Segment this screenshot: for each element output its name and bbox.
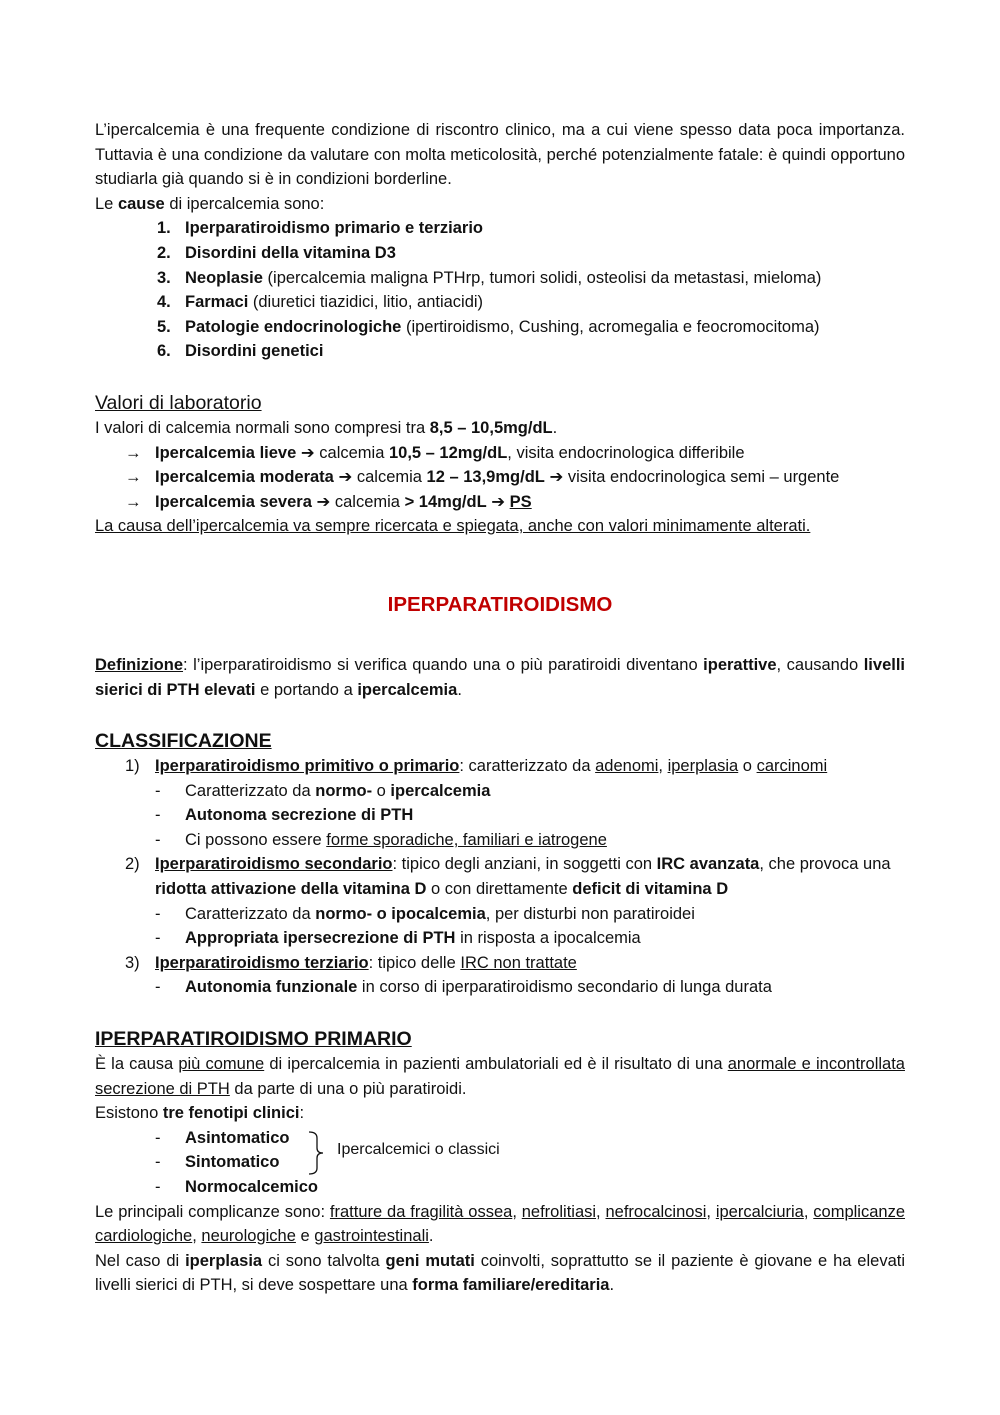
main-title: IPERPARATIROIDISMO (387, 592, 613, 616)
cause-item: 6. Disordini genetici (157, 342, 324, 361)
list-item: - Asintomatico (155, 1128, 290, 1147)
definition-paragraph: Definizione: l’iperparatiroidismo si verifica quando una o più paratiroidi diventano iperattive, causando livelli sierici di PTH elevati e portando a ipercalcemia. (95, 655, 905, 699)
arrow-right-icon: ➔ (300, 443, 315, 462)
list-item: - Ci possono essere forme sporadiche, familiari e iatrogene (155, 830, 607, 849)
classification-list (95, 754, 905, 1000)
arrow-right-icon: → (125, 468, 142, 487)
cause-item: 2. Disordini della vitamina D3 (157, 243, 396, 262)
lab-values-heading: Valori di laboratorio (95, 391, 262, 414)
intro-paragraph: L’ipercalcemia è una frequente condizione di riscontro clinico, ma a cui viene spesso data poca importanza. Tuttavia è una condizione da valutare con molta meticolosità, perché potenzialmente fatale: è quindi opportuno studiarla già quando si è in condizioni borderline. (95, 121, 905, 189)
primary-heading: IPERPARATIROIDISMO PRIMARIO (95, 1028, 412, 1051)
document-page (95, 118, 905, 1298)
normal-range-text: I valori di calcemia normali sono compresi tra 8,5 – 10,5mg/dL. (95, 418, 558, 437)
classification-primary: 1) Iperparatiroidismo primitivo o primario: caratterizzato da adenomi, iperplasia o carcinomi - Caratterizzato da normo- o ipercalcemia - Autonoma secrezione di PTH - Ci possono essere forme sporadiche, familiari e iatrogene (95, 754, 905, 852)
phenotypes-list (95, 1126, 905, 1200)
arrow-right-icon: ➔ (316, 492, 331, 511)
causes-list (95, 216, 905, 364)
arrow-right-icon: ➔ (549, 468, 564, 487)
phenotypes-intro: Esistono tre fenotipi clinici: (95, 1104, 305, 1123)
list-item: - Appropriata ipersecrezione di PTH in risposta a ipocalcemia (155, 929, 641, 948)
lab-note: La causa dell’ipercalcemia va sempre ricercata e spiegata, anche con valori minimamente alterati. (95, 517, 811, 536)
complications-paragraph: Le principali complicanze sono: fratture da fragilità ossea, nefrolitiasi, nefrocalcinosi, ipercalciuria, complicanze cardiologiche, neurologiche e gastrointestinali. (95, 1202, 906, 1246)
list-item: - Caratterizzato da normo- o ipercalcemia (155, 781, 491, 800)
phenotypes-group-label: Ipercalcemici o classici (337, 1140, 500, 1158)
list-item: - Sintomatico (155, 1153, 280, 1172)
arrow-right-icon: → (125, 492, 142, 511)
arrow-right-icon: ➔ (338, 468, 353, 487)
list-item: - Caratterizzato da normo- o ipocalcemia, per disturbi non paratiroidei (155, 904, 695, 923)
cause-item: 1. Iperparatiroidismo primario e terziario (157, 219, 483, 238)
cause-item: 5. Patologie endocrinologiche (ipertiroidismo, Cushing, acromegalia e feocromocitoma) (157, 317, 820, 336)
primary-paragraph-1: È la causa più comune di ipercalcemia in pazienti ambulatoriali ed è il risultato di una anormale e incontrollata secrezione di PTH da parte di una o più paratiroidi. (95, 1055, 905, 1098)
cause-item: 4. Farmaci (diuretici tiazidici, litio, antiacidi) (157, 293, 484, 312)
list-item: - Normocalcemico (155, 1178, 318, 1196)
causes-intro: Le cause di ipercalcemia sono: (95, 194, 325, 213)
level-mild: → Ipercalcemia lieve ➔ calcemia 10,5 – 12mg/dL, visita endocrinologica differibile (95, 441, 905, 466)
classification-heading: CLASSIFICAZIONE (95, 730, 272, 753)
classification-tertiary: 3) Iperparatiroidismo terziario: tipico delle IRC non trattate - Autonomia funzionale in corso di iperparatiroidismo secondario di lunga durata (95, 951, 905, 1000)
hypercalcemia-levels-list (95, 441, 905, 515)
curly-brace-icon (307, 1130, 331, 1176)
list-item: - Autonomia funzionale in corso di iperparatiroidismo secondario di lunga durata (155, 978, 772, 997)
hyperplasia-paragraph: Nel caso di iperplasia ci sono talvolta geni mutati coinvolti, soprattutto se il paziente è giovane e ha elevati livelli sierici di PTH, si deve sospettare una forma familiare/ereditaria. (95, 1251, 905, 1295)
arrow-right-icon: → (125, 443, 142, 462)
cause-item: 3. Neoplasie (ipercalcemia maligna PTHrp, tumori solidi, osteolisi da metastasi, mieloma) (157, 268, 822, 287)
level-moderate: → Ipercalcemia moderata ➔ calcemia 12 – 13,9mg/dL ➔ visita endocrinologica semi – urgente (95, 465, 905, 490)
list-item: - Autonoma secrezione di PTH (155, 806, 414, 825)
phenotypes-block (95, 1126, 905, 1200)
arrow-right-icon: ➔ (491, 492, 506, 511)
level-severe: → Ipercalcemia severa ➔ calcemia > 14mg/dL ➔ PS (95, 490, 905, 515)
classification-secondary: 2) Iperparatiroidismo secondario: tipico degli anziani, in soggetti con IRC avanzata, che provoca una ridotta attivazione della vitamina D o con direttamente deficit di vitamina D - Caratterizzato da normo- o ipocalcemia, per disturbi non paratiroidei - Appropriata ipersecrezione di PTH in risposta a ipocalcemia (95, 852, 905, 950)
